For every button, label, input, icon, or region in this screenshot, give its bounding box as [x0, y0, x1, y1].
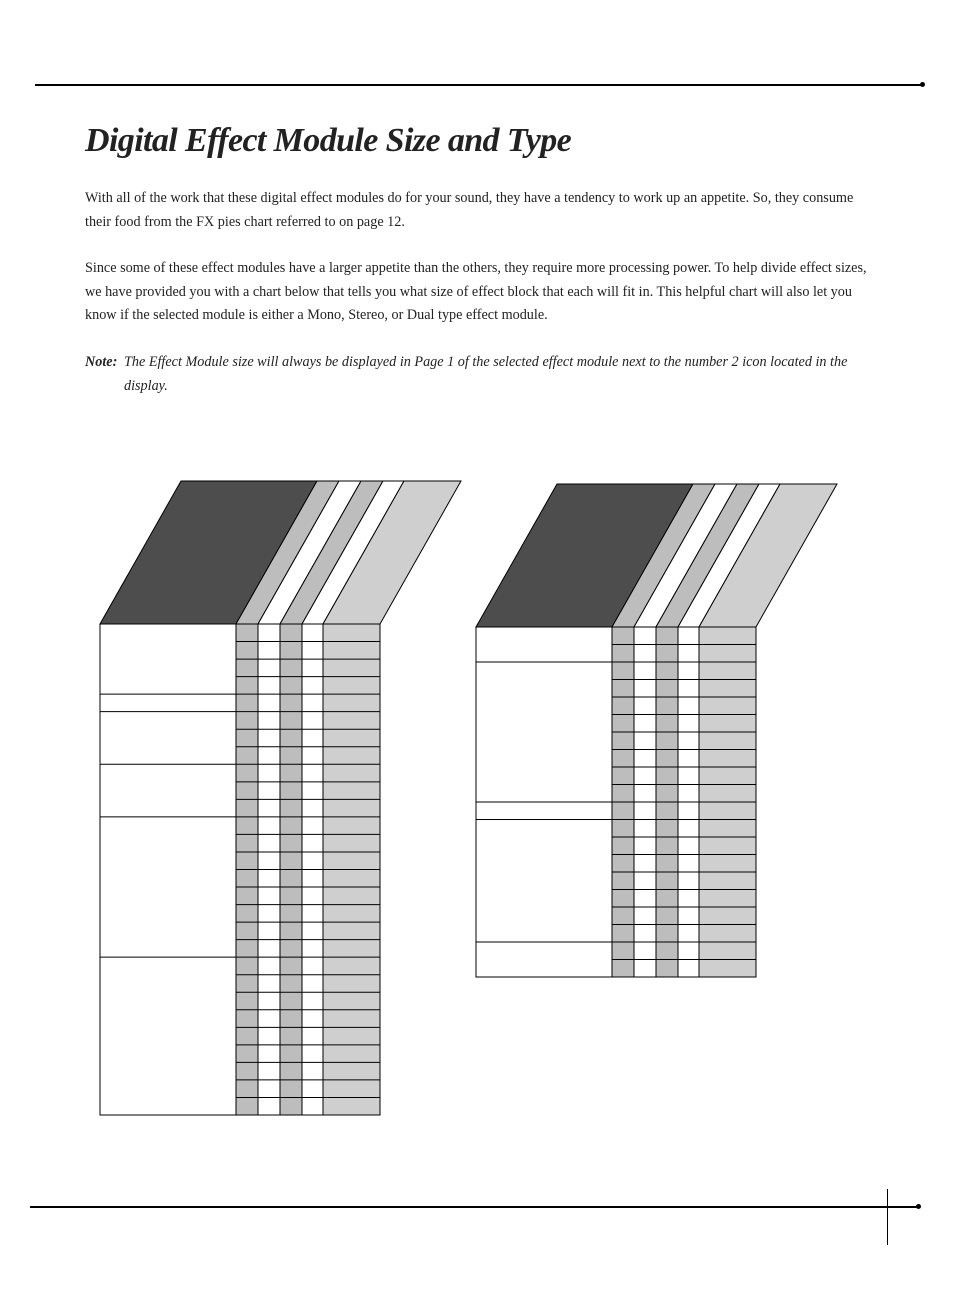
note-text: The Effect Module size will always be displayed in Page 1 of the selected effect module next to the number 2 icon located in the display. — [124, 354, 848, 394]
bottom-rule-dot — [916, 1204, 921, 1209]
page-title: Digital Effect Module Size and Type — [85, 122, 572, 159]
label-column — [100, 624, 236, 1115]
note-label: Note: — [85, 354, 118, 370]
crop-mark-vertical — [887, 1189, 888, 1245]
size-paragraph: Since some of these effect modules have a larger appetite than the others, they require more processing power. To help divide effect sizes, we have provided you with a chart below that tells you what size of effect block that each will fit in. This helpful chart will also let you know if the selected module is either a Mono, Stereo, or Dual type effect module. — [85, 260, 867, 323]
intro-paragraph: With all of the work that these digital effect modules do for your sound, they have a tendency to work up an appetite. So, they consume their food from the FX pies chart referred to on page 12. — [85, 190, 854, 230]
right-effect-table — [476, 484, 837, 977]
left-effect-table — [100, 481, 461, 1115]
bottom-rule — [30, 1206, 918, 1208]
